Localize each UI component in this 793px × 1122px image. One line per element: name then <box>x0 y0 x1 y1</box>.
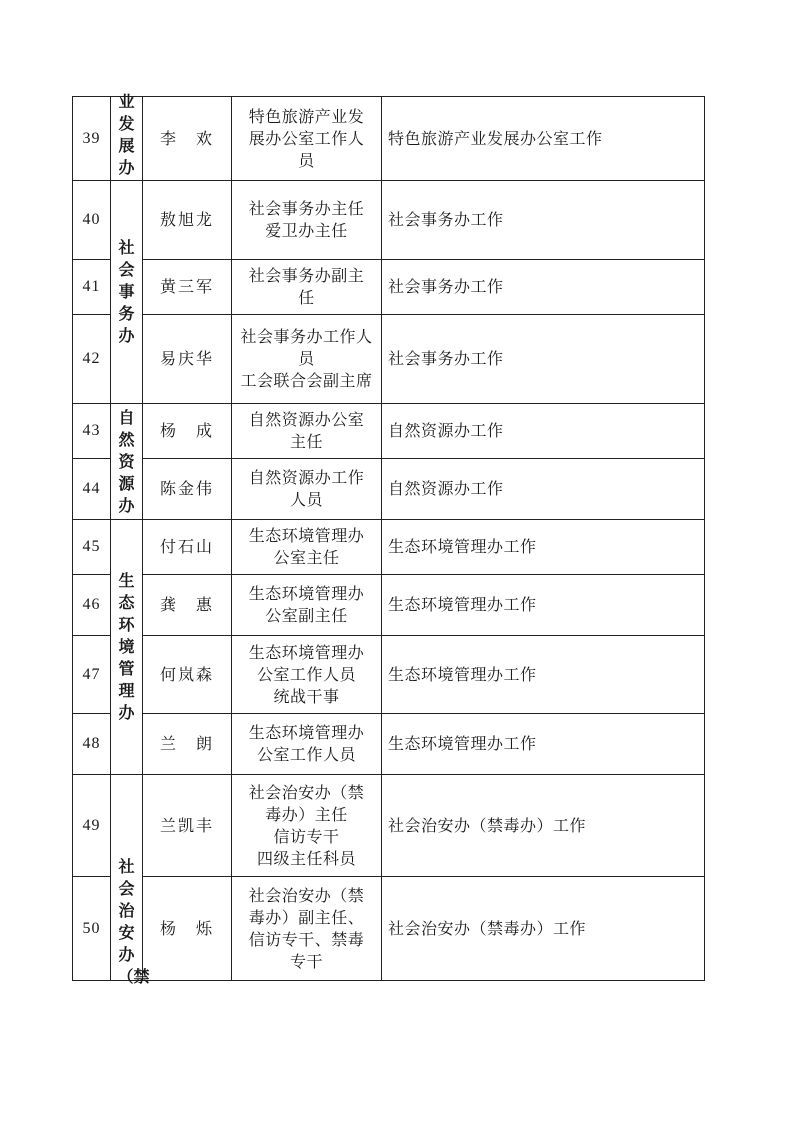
staff-name: 杨 成 <box>143 404 232 459</box>
staff-name: 兰凯丰 <box>143 775 232 877</box>
table-row <box>73 404 705 459</box>
staff-duty: 自然资源办工作 <box>382 459 705 520</box>
staff-position: 生态环境管理办 公室主任 <box>232 520 382 575</box>
department-cell <box>111 404 143 520</box>
row-number: 43 <box>73 404 111 459</box>
staff-name: 李 欢 <box>143 97 232 181</box>
row-number: 46 <box>73 575 111 636</box>
staff-position: 生态环境管理办 公室工作人员 统战干事 <box>232 636 382 714</box>
staff-position: 自然资源办工作 人员 <box>232 459 382 520</box>
department-label: 生态环境管理办 <box>118 571 135 722</box>
staff-name: 兰 朗 <box>143 714 232 775</box>
table-row <box>73 459 705 520</box>
row-number: 44 <box>73 459 111 520</box>
staff-name: 龚 惠 <box>143 575 232 636</box>
staff-table <box>72 91 705 986</box>
table-row <box>73 260 705 315</box>
table-row <box>73 775 705 877</box>
department-cell <box>111 775 150 986</box>
staff-position: 社会治安办（禁 毒办）副主任、 信访专干、禁毒 专干 <box>232 877 382 981</box>
staff-duty: 特色旅游产业发展办公室工作 <box>382 97 705 181</box>
table-row <box>73 181 705 260</box>
staff-duty: 生态环境管理办工作 <box>382 636 705 714</box>
staff-name: 付石山 <box>143 520 232 575</box>
row-number: 49 <box>73 775 111 877</box>
row-number: 42 <box>73 315 111 404</box>
table-row <box>73 877 705 981</box>
row-number: 48 <box>73 714 111 775</box>
row-number: 50 <box>73 877 111 981</box>
staff-duty: 社会治安办（禁毒办）工作 <box>382 775 705 877</box>
row-number: 41 <box>73 260 111 315</box>
staff-duty: 生态环境管理办工作 <box>382 520 705 575</box>
department-label: 业发展办 <box>118 91 135 177</box>
staff-duty: 生态环境管理办工作 <box>382 714 705 775</box>
staff-name: 陈金伟 <box>143 459 232 520</box>
staff-position: 社会事务办工作人 员 工会联合会副主席 <box>232 315 382 404</box>
staff-duty: 社会事务办工作 <box>382 315 705 404</box>
table-row <box>73 575 705 636</box>
staff-duty: 社会治安办（禁毒办）工作 <box>382 877 705 981</box>
staff-position: 生态环境管理办 公室工作人员 <box>232 714 382 775</box>
table-row <box>73 520 705 575</box>
staff-duty: 社会事务办工作 <box>382 260 705 315</box>
staff-duty: 社会事务办工作 <box>382 181 705 260</box>
table-row <box>73 714 705 775</box>
department-label: 社会治安办（禁 <box>117 856 150 986</box>
row-number: 40 <box>73 181 111 260</box>
department-cell <box>111 91 143 181</box>
staff-name: 黄三军 <box>143 260 232 315</box>
staff-name: 易庆华 <box>143 315 232 404</box>
department-label: 自然资源办 <box>118 407 135 515</box>
staff-position: 社会事务办主任 爱卫办主任 <box>232 181 382 260</box>
staff-position: 特色旅游产业发 展办公室工作人 员 <box>232 97 382 181</box>
row-number: 45 <box>73 520 111 575</box>
table-row <box>73 636 705 714</box>
staff-name: 敖旭龙 <box>143 181 232 260</box>
row-number: 47 <box>73 636 111 714</box>
staff-duty: 自然资源办工作 <box>382 404 705 459</box>
staff-duty: 生态环境管理办工作 <box>382 575 705 636</box>
staff-position: 社会事务办副主 任 <box>232 260 382 315</box>
table-row <box>73 315 705 404</box>
row-number: 39 <box>73 97 111 181</box>
staff-position: 社会治安办（禁 毒办）主任 信访专干 四级主任科员 <box>232 775 382 877</box>
staff-position: 自然资源办公室 主任 <box>232 404 382 459</box>
department-label: 社会事务办 <box>118 238 135 345</box>
staff-name: 杨 烁 <box>143 877 232 981</box>
staff-position: 生态环境管理办 公室副主任 <box>232 575 382 636</box>
table-row <box>73 97 705 181</box>
staff-name: 何岚森 <box>143 636 232 714</box>
department-cell <box>111 181 143 404</box>
department-cell <box>111 520 143 775</box>
